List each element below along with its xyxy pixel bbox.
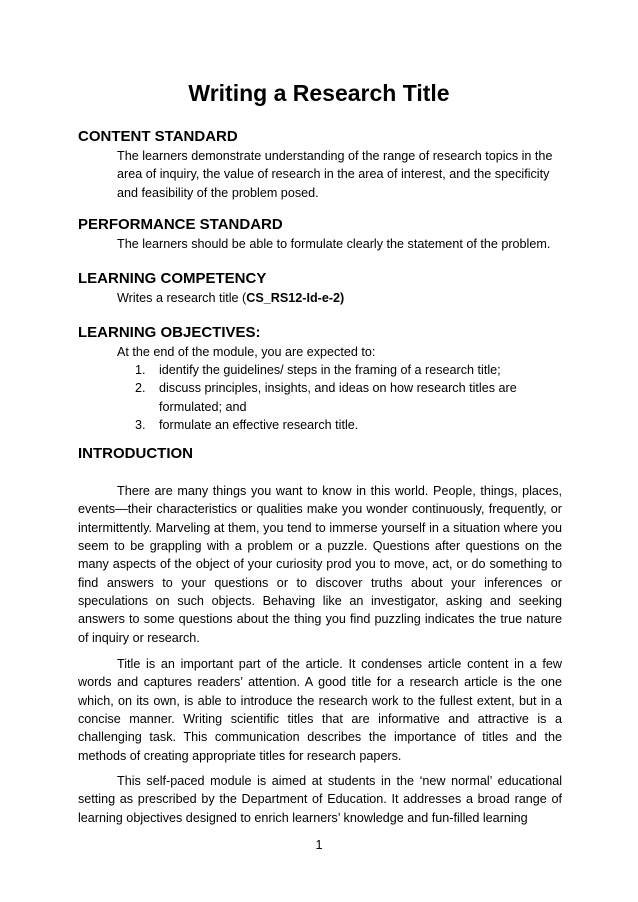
content-standard-heading: CONTENT STANDARD: [78, 128, 238, 145]
learning-objectives-intro: At the end of the module, you are expected to:: [117, 345, 376, 359]
list-item-text: discuss principles, insights, and ideas on how research titles are formulated; and: [159, 381, 517, 414]
content-standard-body: The learners demonstrate understanding of the range of research topics in the area of inquiry, the value of research in the area of interest, and the specificity and feasibility of the problem posed.: [117, 149, 553, 200]
list-item: [117, 361, 563, 379]
page-title: Writing a Research Title: [188, 80, 450, 106]
introduction-paragraph-3: This self-paced module is aimed at students in the ‘new normal’ educational setting as prescribed by the Department of Education. It addresses a broad range of learning objectives designed to enrich learners’ knowledge and fun-filled learning: [78, 774, 562, 825]
introduction-paragraph-1: There are many things you want to know in this world. People, things, places, events—their characteristics or qualities make you wonder continuously, frequently, or intermittently. Marveling at them, you tend to immerse yourself in a situation where you seem to be grappling with a problem or a puzzle. Questions after questions on the many aspects of the object of your curiosity prod you to move, act, or do something to find answers to your questions or to discover truths about your inferences or speculations on such objects. Behaving like an investigator, asking and seeking answers to some questions about the thing you find puzzling indicates the true nature of inquiry or research.: [78, 484, 562, 645]
learning-competency-heading: LEARNING COMPETENCY: [78, 270, 267, 287]
learning-objectives-heading: LEARNING OBJECTIVES:: [78, 324, 261, 341]
learning-objectives-list: [117, 361, 563, 435]
list-item-text: formulate an effective research title.: [159, 418, 359, 433]
performance-standard-heading: PERFORMANCE STANDARD: [78, 216, 283, 233]
list-item-text: identify the guidelines/ steps in the framing of a research title;: [159, 363, 501, 377]
list-item-number: 3.: [135, 418, 146, 433]
performance-standard-body: The learners should be able to formulate clearly the statement of the problem.: [117, 237, 551, 251]
page-number: 1: [315, 838, 323, 852]
list-item-number: 1.: [135, 363, 146, 377]
introduction-paragraph-2: Title is an important part of the article. It condenses article content in a few words and captures readers’ attention. A good title for a research article is the one which, on its own, is able to introduce the research work to the fullest extent, but in a concise manner. Writing scientific titles that are informative and attractive is a challenging task. This communication describes the importance of titles and the methods of creating appropriate titles for research papers.: [78, 657, 562, 763]
list-item-number: 2.: [135, 381, 146, 396]
list-item: [117, 416, 563, 434]
learning-competency-text: Writes a research title (: [117, 291, 247, 305]
learning-competency-code: CS_RS12-Id-e-2): [246, 291, 345, 305]
introduction-heading: INTRODUCTION: [78, 445, 193, 462]
list-item: [117, 379, 563, 416]
learning-competency-body: [117, 289, 563, 307]
